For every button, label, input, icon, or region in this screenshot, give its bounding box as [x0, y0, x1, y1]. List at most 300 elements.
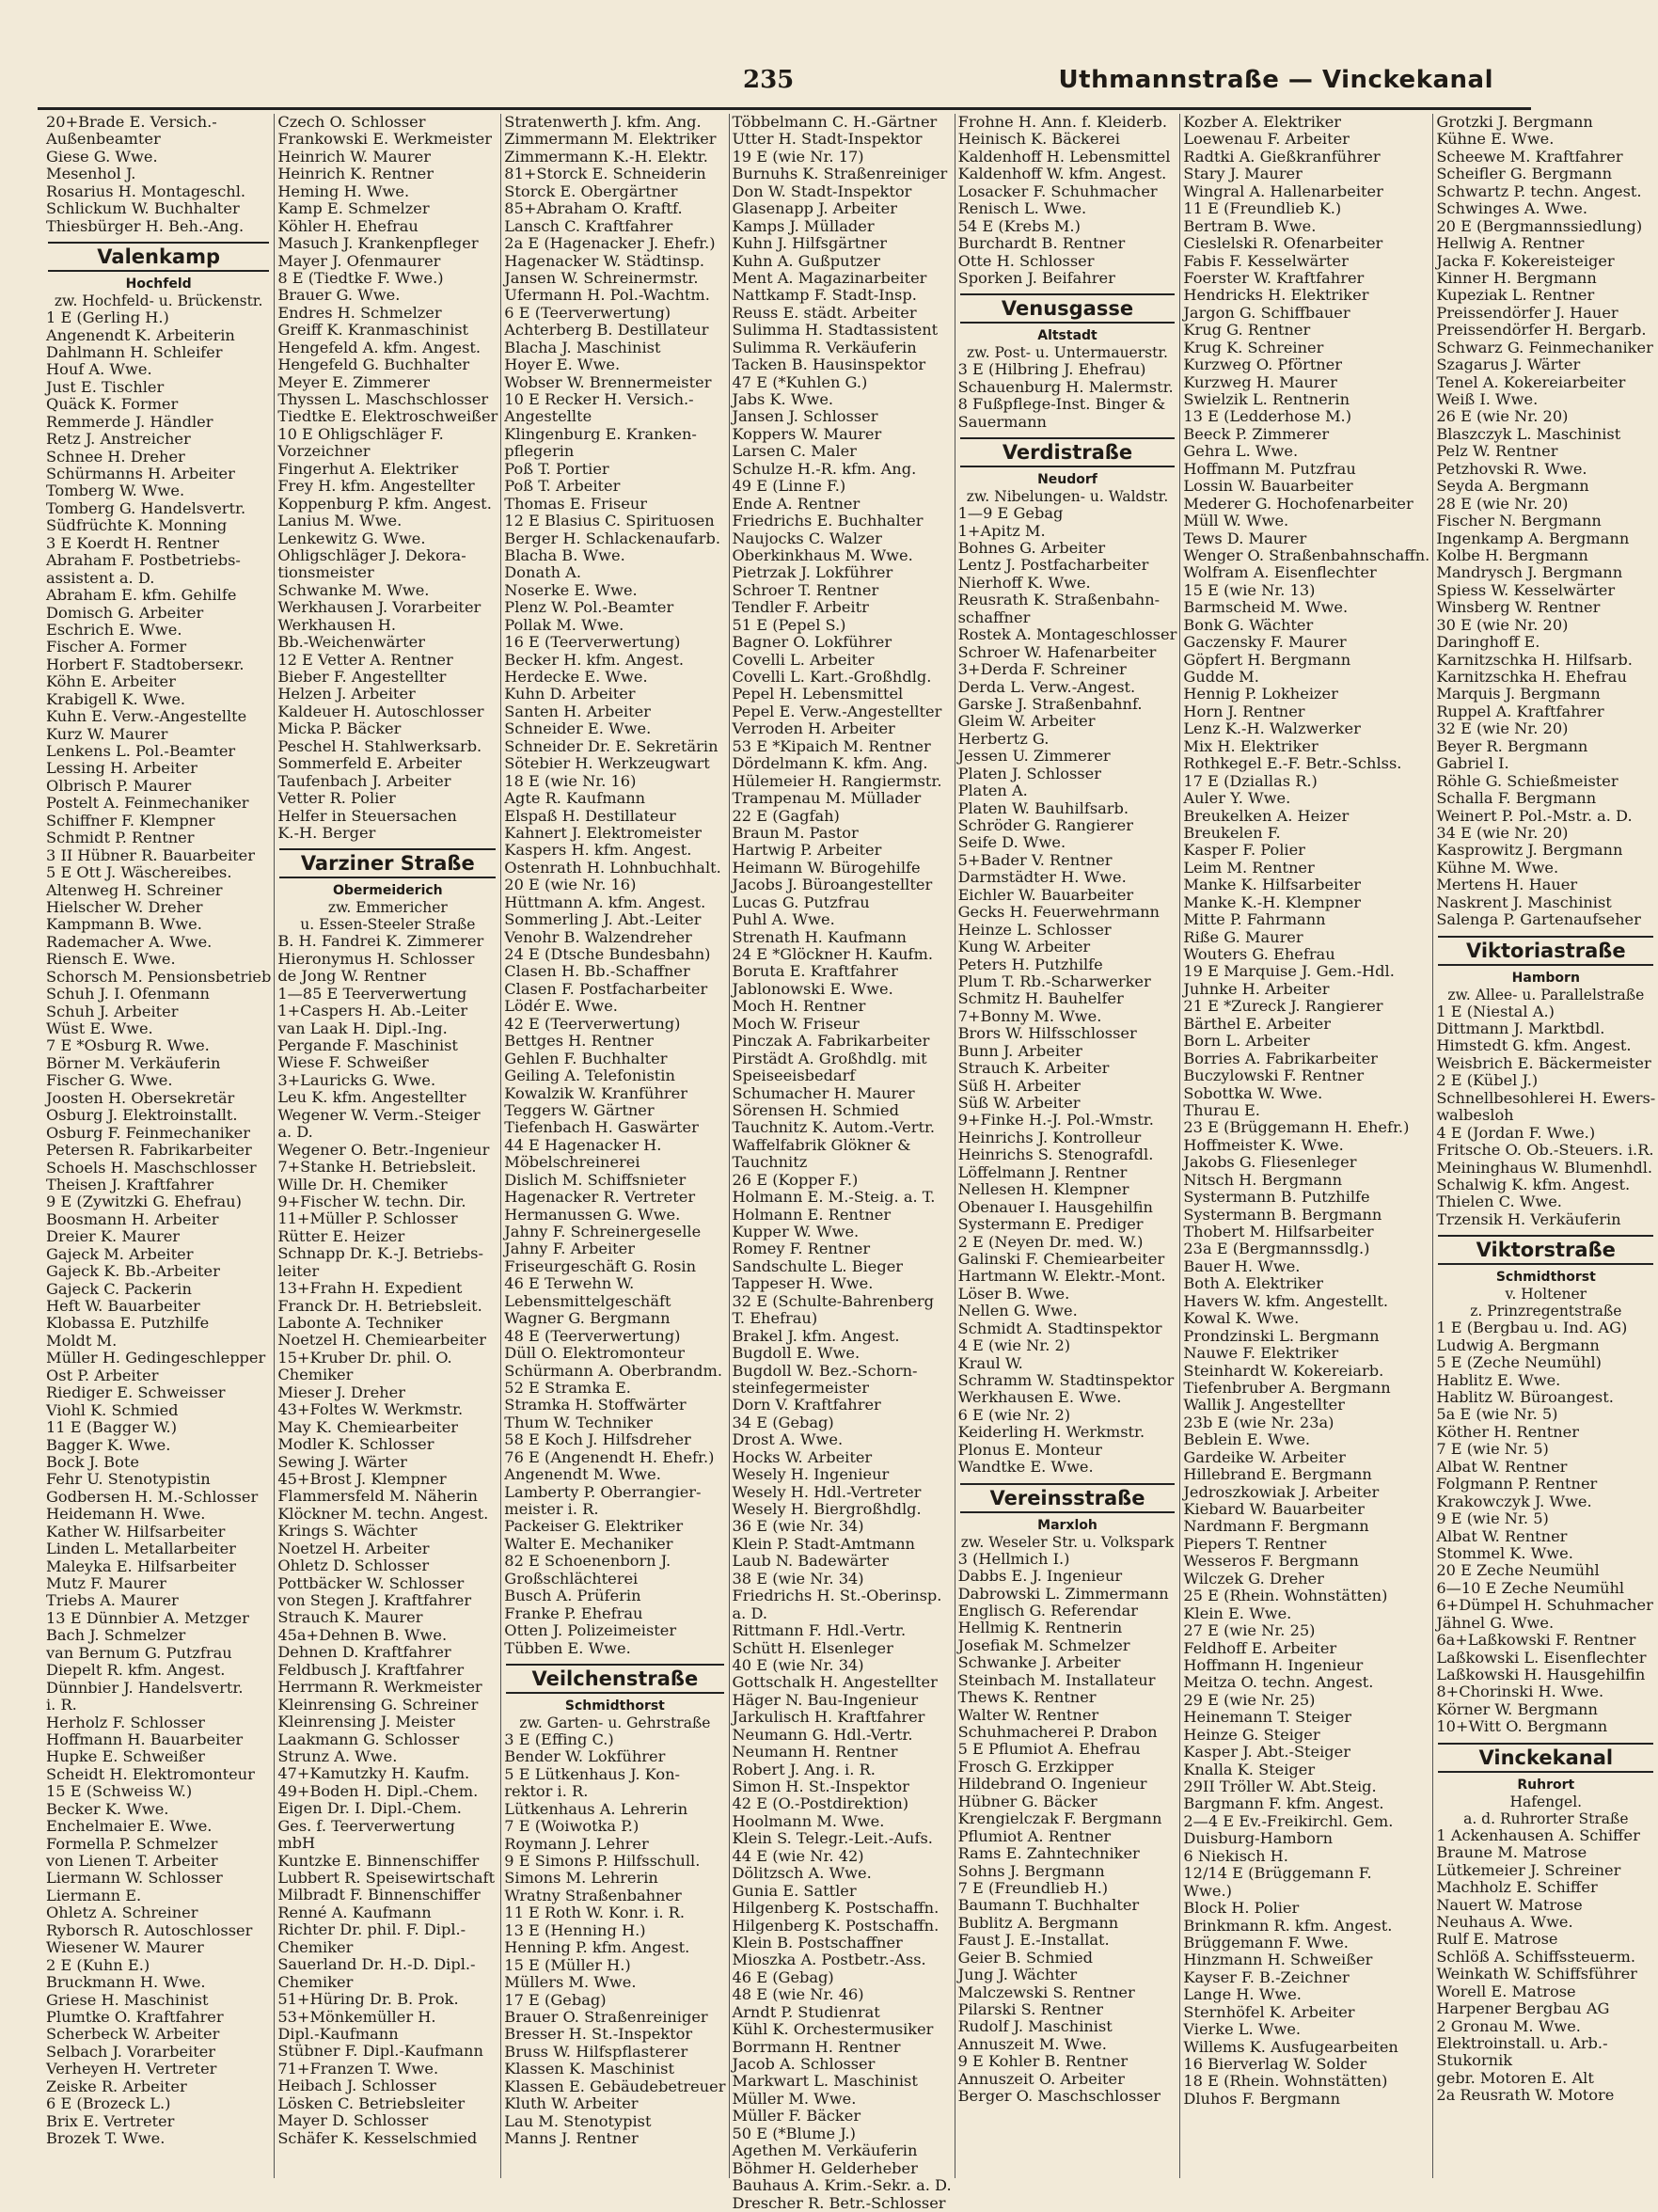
directory-entry: 9 E Kohler B. Rentner: [957, 2052, 1129, 2071]
directory-entry: Englisch G. Referendar: [957, 1601, 1138, 1620]
street-heading: Viktoriastraße: [1438, 936, 1653, 966]
directory-entry: Ges. f. Teerverwertung: [277, 1816, 455, 1835]
directory-entry: May K. Chemiearbeiter: [277, 1417, 459, 1436]
directory-entry: Tiefenbruber A. Bergmann: [1183, 1378, 1391, 1397]
directory-entry: Wesseros F. Bergmann: [1183, 1552, 1359, 1571]
directory-entry: Horbert F. Stadtoberseкr.: [46, 655, 245, 673]
directory-entry: Markwart L. Maschinist: [732, 2072, 918, 2091]
directory-entry: 27 E (wie Nr. 25): [1183, 1621, 1316, 1640]
directory-entry: Kuntzke E. Binnenschiffer: [277, 1851, 480, 1870]
directory-entry: Moch W. Friseur: [732, 1014, 860, 1033]
directory-entry: 15 E (Müller H.): [504, 1955, 631, 1974]
district-name: Hochfeld: [125, 276, 192, 292]
directory-entry: Müller H. Gedingeschlepper: [46, 1349, 266, 1367]
directory-entry: 13 E Dünnbier A. Metzger: [46, 1608, 249, 1627]
directory-entry: Schlöß A. Schiffssteuerm.: [1436, 1947, 1635, 1966]
directory-entry: Kaspers H. kfm. Angest.: [504, 841, 692, 860]
directory-entry: Barmscheid M. Wwe.: [1183, 598, 1349, 617]
directory-entry: Walter E. Mechaniker: [504, 1534, 673, 1553]
directory-entry: Noserke E. Wwe.: [504, 580, 638, 599]
directory-entry: 1 E (Bergbau u. Ind. AG): [1436, 1319, 1628, 1337]
directory-entry: tionsmeister: [277, 563, 374, 582]
directory-entry: Ment A. Magazinarbeiter: [732, 268, 927, 287]
directory-entry: Hoffmann H. Bauarbeiter: [46, 1730, 244, 1748]
directory-entry: Sötebier H. Werkzeugwart: [504, 754, 710, 773]
directory-entry: de Jong W. Rentner: [277, 967, 427, 986]
directory-entry: Retz J. Anstreicher: [46, 430, 191, 449]
directory-entry: Werkhausen J. Vorarbeiter: [277, 598, 482, 617]
directory-entry: Heinze L. Schlosser: [957, 920, 1112, 939]
directory-entry: Lösken C. Betriebsleiter: [277, 2094, 466, 2112]
directory-entry: Kurz W. Maurer: [46, 724, 168, 743]
directory-entry: 7+Stanke H. Betriebsleit.: [277, 1158, 477, 1177]
directory-entry: leiter: [277, 1261, 320, 1280]
directory-entry: Stary J. Maurer: [1183, 165, 1303, 183]
directory-entry: Jacob A. Schlosser: [732, 2055, 876, 2073]
directory-entry: 7 E (Freundlieb H.): [957, 1878, 1109, 1897]
directory-entry: Olbrisch P. Maurer: [46, 776, 192, 795]
directory-entry: Ufermann H. Pol.-Wachtm.: [504, 286, 710, 305]
directory-entry: Drescher R. Betr.-Schlosser: [732, 2193, 946, 2212]
directory-entry: Schürmanns H. Arbeiter: [46, 465, 235, 482]
directory-entry: Kuhn E. Verw.-Angestellte: [46, 707, 247, 726]
directory-entry: 3 E (Hilbring J. Ehefrau): [957, 360, 1146, 379]
directory-entry: 26 E (Kopper F.): [732, 1170, 859, 1189]
directory-entry: Breukelken A. Heizer: [1183, 806, 1350, 825]
directory-entry: Plum T. Rb.-Scharwerker: [957, 972, 1151, 990]
directory-entry: Thielen C. Wwe.: [1436, 1193, 1562, 1211]
directory-entry: 10 E Recker H. Versich.-: [504, 390, 694, 408]
directory-entry: Kolbe H. Bergmann: [1436, 545, 1588, 564]
directory-entry: Mitte P. Fahrmann: [1183, 910, 1326, 929]
directory-entry: 2 E (Neyen Dr. med. W.): [957, 1232, 1144, 1251]
directory-entry: Annuszeit M. Wwe.: [957, 2034, 1107, 2053]
directory-entry: Leu K. kfm. Angestellter: [277, 1088, 466, 1107]
directory-entry: Fischer G. Wwe.: [46, 1071, 173, 1090]
directory-entry: Lödér E. Wwe.: [504, 997, 618, 1016]
directory-entry: Thews K. Rentner: [957, 1688, 1097, 1707]
directory-entry: Nauert W. Matrose: [1436, 1895, 1583, 1914]
directory-entry: Fabis F. Kesselwärter: [1183, 251, 1349, 270]
directory-entry: 3+Lauricks G. Wwe.: [277, 1070, 436, 1089]
directory-entry: Riße G. Maurer: [1183, 927, 1303, 946]
directory-entry: Vierke L. Wwe.: [1183, 2020, 1302, 2039]
directory-entry: Steinbach M. Installateur: [957, 1670, 1156, 1689]
directory-entry: Frankowski E. Werkmeister: [277, 130, 492, 149]
directory-entry: Quäck K. Former: [46, 395, 179, 414]
directory-entry: Angenendt M. Wwe.: [504, 1465, 661, 1484]
directory-entry: 18 E (wie Nr. 16): [504, 771, 637, 790]
directory-entry: Tomberg W. Wwe.: [46, 482, 185, 500]
directory-entry: 1 Ackenhausen A. Schiffer: [1436, 1825, 1640, 1844]
directory-entry: Tendler F. Arbeitr: [732, 598, 869, 617]
directory-entry: Többelmann C. H.-Gärtner: [732, 113, 938, 131]
directory-entry: Gleim W. Arbeiter: [957, 712, 1096, 731]
directory-entry: Rostek A. Montageschlosser: [957, 625, 1177, 644]
directory-entry: Holmann E. Rentner: [732, 1205, 892, 1224]
directory-entry: Sporken J. Beifahrer: [957, 268, 1115, 287]
directory-entry: Nellesen H. Klempner: [957, 1180, 1129, 1199]
directory-entry: Heinisch K. Bäckerei: [957, 130, 1120, 149]
directory-entry: Bargmann F. kfm. Angest.: [1183, 1794, 1384, 1813]
directory-entry: Born L. Arbeiter: [1183, 1032, 1310, 1051]
directory-entry: Thum W. Techniker: [504, 1413, 653, 1431]
directory-entry: Zeiske R. Arbeiter: [46, 2077, 187, 2095]
directory-entry: Franck Dr. H. Betriebsleit.: [277, 1296, 482, 1315]
directory-entry: 2 Gronau M. Wwe.: [1436, 2016, 1581, 2035]
directory-entry: Bugdoll W. Bez.-Schorn-: [732, 1361, 918, 1380]
directory-entry: Friseurgeschäft G. Rosin: [504, 1256, 697, 1275]
directory-entry: 12 E Vetter A. Rentner: [277, 650, 453, 669]
directory-entry: Duisburg-Hamborn: [1183, 1829, 1334, 1848]
directory-entry: Blacha J. Maschinist: [504, 338, 661, 356]
directory-entry: Larsen C. Maler: [732, 442, 857, 461]
directory-entry: Grotzki J. Bergmann: [1436, 113, 1593, 131]
directory-entry: Krengielczak F. Bergmann: [957, 1809, 1162, 1828]
directory-entry: Albat W. Rentner: [1436, 1457, 1568, 1476]
directory-entry: Sulimma R. Verkäuferin: [732, 338, 917, 356]
directory-entry: Bb.-Weichenwärter: [277, 633, 425, 652]
directory-entry: Pollak M. Wwe.: [504, 615, 624, 634]
directory-entry: Schütt H. Elsenleger: [732, 1638, 893, 1657]
directory-entry: Worell E. Matrose: [1436, 1982, 1576, 2000]
directory-entry: Gehra L. Wwe.: [1183, 442, 1299, 461]
column-5: [955, 114, 1180, 2178]
directory-entry: Heibach J. Schlosser: [277, 2077, 436, 2095]
directory-entry: 23b E (wie Nr. 23a): [1183, 1413, 1334, 1431]
directory-entry: Sohns J. Bergmann: [957, 1861, 1105, 1880]
directory-entry: Werkhausen E. Wwe.: [957, 1388, 1122, 1407]
directory-entry: Packeiser G. Elektriker: [504, 1517, 684, 1536]
directory-entry: 82 E Schoenenborn J.: [504, 1552, 671, 1571]
directory-entry: Krug G. Rentner: [1183, 321, 1311, 340]
directory-entry: 47+Kamutzky H. Kaufm.: [277, 1764, 470, 1783]
directory-entry: 12/14 E (Brüggemann F.: [1183, 1864, 1372, 1883]
directory-entry: Remmerde J. Händler: [46, 412, 213, 431]
directory-entry: Hartmann W. Elektr.-Mont.: [957, 1267, 1166, 1286]
directory-entry: Strauch K. Arbeiter: [957, 1059, 1110, 1078]
directory-entry: Wesely H. Biergroßhdlg.: [732, 1500, 922, 1518]
directory-entry: Marquis J. Bergmann: [1436, 685, 1601, 703]
directory-entry: Kraul W.: [957, 1353, 1023, 1372]
directory-entry: Giese G. Wwe.: [46, 147, 158, 166]
directory-entry: Schuh J. Arbeiter: [46, 1002, 179, 1020]
directory-entry: Thobert M. Hilfsarbeiter: [1183, 1223, 1374, 1240]
directory-entry: Lau M. Stenotypist: [504, 2111, 652, 2130]
directory-entry: Schiffner F. Klempner: [46, 811, 215, 830]
directory-entry: Müllers M. Wwe.: [504, 1973, 637, 1992]
street-location: a. d. Ruhrorter Straße: [1463, 1809, 1629, 1827]
directory-entry: 25 E (Rhein. Wohnstätten): [1183, 1587, 1388, 1605]
directory-entry: Milbradt F. Binnenschiffer: [277, 1886, 481, 1904]
directory-entry: Gaczensky F. Maurer: [1183, 633, 1347, 652]
directory-entry: Donath A.: [504, 563, 582, 582]
directory-entry: Agethen M. Verkäuferin: [732, 2141, 918, 2160]
directory-entry: Sandschulte L. Bieger: [732, 1256, 904, 1275]
directory-entry: Utter H. Stadt-Inspektor: [732, 130, 923, 149]
directory-entry: a. D.: [277, 1123, 313, 1142]
directory-entry: 58 E Koch J. Hilfsdreher: [504, 1430, 691, 1449]
directory-entry: Annuszeit O. Arbeiter: [957, 2069, 1125, 2088]
directory-entry: Hennig P. Lokheizer: [1183, 685, 1338, 703]
directory-entry: Jedroszkowiak J. Arbeiter: [1183, 1482, 1380, 1501]
directory-entry: 51 E (Pepel S.): [732, 615, 846, 634]
directory-entry: 8 Fußpflege-Inst. Binger &: [957, 395, 1166, 414]
directory-entry: Abraham F. Postbetriebs-: [46, 551, 241, 570]
directory-entry: 44 E (wie Nr. 42): [732, 1846, 864, 1865]
directory-entry: Gudde M.: [1183, 668, 1259, 686]
directory-entry: Meininghaus W. Blumenhdl.: [1436, 1158, 1653, 1177]
directory-entry: Radtki A. Gießkranführer: [1183, 147, 1381, 166]
directory-entry: Busch A. Prüferin: [504, 1587, 641, 1605]
directory-entry: Kamps J. Müllader: [732, 216, 875, 235]
directory-entry: Göpfert H. Bergmann: [1183, 650, 1351, 669]
directory-entry: Pepel E. Verw.-Angestellter: [732, 702, 942, 720]
directory-entry: 38 E (wie Nr. 34): [732, 1569, 864, 1588]
directory-entry: Kowal K. Wwe.: [1183, 1309, 1300, 1328]
directory-entry: Jablonowski E. Wwe.: [732, 979, 893, 998]
directory-entry: Rudolf J. Maschinist: [957, 2017, 1113, 2036]
directory-entry: Tiedtke E. Elektroschweißer: [277, 407, 498, 426]
directory-entry: Bagner O. Lokführer: [732, 633, 892, 652]
street-location: z. Prinzregentstraße: [1470, 1303, 1622, 1320]
directory-entry: Joosten H. Obersekretär: [46, 1088, 235, 1107]
header-rule: [38, 107, 1531, 110]
directory-entry: Süß H. Arbeiter: [957, 1076, 1081, 1095]
directory-entry: 1—85 E Teerverwertung: [277, 984, 467, 1003]
directory-entry: Jarkulisch H. Kraftfahrer: [732, 1708, 925, 1727]
directory-entry: Hübner G. Bäcker: [957, 1792, 1097, 1810]
directory-entry: Werkhausen H.: [277, 615, 396, 634]
directory-entry: Piepers T. Rentner: [1183, 1534, 1327, 1553]
directory-entry: Stukornik: [1436, 2051, 1513, 2070]
directory-entry: Kasper J. Abt.-Steiger: [1183, 1743, 1350, 1762]
directory-entry: Hendricks H. Elektriker: [1183, 286, 1369, 305]
directory-entry: Klassen K. Maschinist: [504, 2060, 674, 2078]
directory-entry: Lebensmittelgeschäft: [504, 1291, 671, 1310]
directory-entry: Mederer G. Hochofenarbeiter: [1183, 494, 1413, 513]
directory-entry: Santen H. Arbeiter: [504, 702, 651, 720]
directory-entry: Moldt M.: [46, 1331, 118, 1350]
directory-entry: Löffelmann J. Rentner: [957, 1162, 1128, 1181]
directory-entry: Sobottka W. Wwe.: [1183, 1083, 1323, 1102]
directory-entry: Jacka F. Kokereisteiger: [1436, 251, 1615, 270]
directory-entry: Koppers W. Maurer: [732, 424, 882, 443]
directory-entry: Diepelt R. kfm. Angest.: [46, 1661, 226, 1680]
directory-entry: Schnapp Dr. K.-J. Betriebs-: [277, 1244, 483, 1263]
directory-entry: Jargon G. Schiffbauer: [1183, 303, 1350, 322]
directory-entry: Schauenburg H. Malermstr.: [957, 377, 1174, 396]
directory-entry: Tübben E. Wwe.: [504, 1638, 631, 1657]
directory-entry: Foerster W. Kraftfahrer: [1183, 268, 1365, 287]
directory-entry: Schnee H. Dreher: [46, 447, 185, 466]
directory-entry: Poß T. Portier: [504, 459, 609, 478]
directory-entry: Glasenapp J. Arbeiter: [732, 199, 897, 218]
directory-entry: Schneider Dr. E. Sekretärin: [504, 736, 718, 755]
directory-entry: 7+Bonny M. Wwe.: [957, 1006, 1102, 1025]
directory-entry: Krug K. Schreiner: [1183, 338, 1324, 356]
directory-entry: Lenkewitz G. Wwe.: [277, 529, 426, 547]
directory-entry: Bärthel E. Arbeiter: [1183, 1014, 1331, 1033]
directory-entry: Wobser W. Brennermeister: [504, 372, 712, 391]
column-4: [729, 113, 955, 2212]
directory-entry: 20 E Zeche Neumühl: [1436, 1561, 1600, 1580]
directory-entry: Masuch J. Krankenpfleger: [277, 234, 479, 253]
directory-entry: 6 Niekisch H.: [1183, 1846, 1288, 1865]
street-location: zw. Emmericher: [327, 899, 448, 917]
directory-entry: 53+Mönkemüller H.: [277, 2007, 436, 2026]
directory-entry: Sommerling J. Abt.-Leiter: [504, 910, 702, 929]
directory-entry: 7 E *Osburg R. Wwe.: [46, 1036, 210, 1055]
directory-entry: Eigen Dr. I. Dipl.-Chem.: [277, 1799, 462, 1818]
directory-entry: Schürmann A. Oberbrandm.: [504, 1361, 723, 1380]
directory-entry: Dislich M. Schiffsnieter: [504, 1170, 687, 1189]
directory-entry: 6 E (Brozeck L.): [46, 2094, 171, 2113]
directory-entry: Jahny F. Schreinergeselle: [504, 1223, 702, 1240]
directory-entry: Labonte A. Techniker: [277, 1314, 443, 1332]
directory-entry: Jakobs G. Fliesenleger: [1183, 1153, 1357, 1172]
directory-entry: Jung J. Wächter: [957, 1966, 1078, 1984]
directory-entry: 2 E (Kuhn E.): [46, 1955, 150, 1974]
directory-entry: Heinze G. Steiger: [1183, 1725, 1320, 1744]
directory-entry: 13 E (Ledderhose M.): [1183, 407, 1352, 426]
directory-entry: 28 E (wie Nr. 20): [1436, 494, 1569, 513]
directory-entry: T. Ehefrau): [732, 1309, 818, 1328]
directory-entry: Reuss E. städt. Arbeiter: [732, 303, 917, 322]
directory-entry: 12 E Blasius C. Spirituosen: [504, 512, 715, 530]
directory-entry: Laub N. Badewärter: [732, 1552, 889, 1571]
directory-entry: Poß T. Arbeiter: [504, 477, 621, 496]
directory-entry: Stramka H. Stoffwärter: [504, 1396, 687, 1414]
directory-entry: Mandrysch J. Bergmann: [1436, 563, 1623, 582]
directory-entry: Kleinrensing G. Schreiner: [277, 1695, 479, 1714]
directory-entry: Wegener O. Betr.-Ingenieur: [277, 1140, 490, 1159]
directory-entry: Speiseeisbedarf: [732, 1066, 856, 1085]
directory-entry: Thurau E.: [1183, 1100, 1260, 1119]
directory-entry: 26 E (wie Nr. 20): [1436, 407, 1569, 426]
directory-entry: Pottbäcker W. Schlosser: [277, 1573, 465, 1592]
directory-entry: Keiderling H. Werkmstr.: [957, 1423, 1145, 1442]
directory-entry: Borries A. Fabrikarbeiter: [1183, 1049, 1378, 1067]
column-3: [500, 114, 728, 2178]
directory-entry: Mix H. Elektriker: [1183, 736, 1319, 755]
directory-entry: Machholz E. Schiffer: [1436, 1878, 1598, 1897]
directory-entry: Rademacher A. Wwe.: [46, 932, 213, 951]
directory-entry: Nitsch H. Bergmann: [1183, 1170, 1343, 1189]
directory-entry: 13 E (Henning H.): [504, 1920, 646, 1939]
district-name: Schmidthorst: [564, 1698, 665, 1714]
directory-entry: Knalla K. Steiger: [1183, 1760, 1316, 1778]
street-location: Hafengel.: [1509, 1793, 1583, 1810]
directory-entry: van Laak H. Dipl.-Ing.: [277, 1019, 448, 1037]
directory-entry: Platen A.: [957, 782, 1028, 800]
street-heading: Viktorstraße: [1438, 1235, 1653, 1265]
directory-entry: Wandtke E. Wwe.: [957, 1458, 1094, 1477]
directory-entry: Gecks H. Feuerwehrmann: [957, 903, 1160, 922]
directory-entry: pflegerin: [504, 442, 575, 461]
directory-entry: Pirstädt A. Großhdlg. mit: [732, 1049, 927, 1067]
directory-entry: Neumann H. Rentner: [732, 1743, 898, 1762]
directory-entry: Plenz W. Pol.-Beamter: [504, 598, 674, 617]
directory-entry: Winsberg W. Rentner: [1436, 598, 1601, 617]
directory-entry: Postelt A. Feinmechaniker: [46, 794, 249, 813]
directory-entry: 7 E (Woiwotka P.): [504, 1817, 640, 1836]
directory-entry: 8 E (Tiedtke F. Wwe.): [277, 268, 444, 287]
directory-entry: Pergande F. Maschinist: [277, 1036, 458, 1054]
street-heading: Verdistraße: [960, 437, 1176, 467]
directory-entry: Tauchnitz K. Autom.-Vertr.: [732, 1118, 936, 1137]
directory-entry: Ende A. Rentner: [732, 494, 861, 513]
directory-entry: Willems K. Ausfugearbeiten: [1183, 2037, 1398, 2056]
directory-entry: Franke P. Ehefrau: [504, 1604, 643, 1622]
directory-entry: Thyssen L. Maschschlosser: [277, 390, 489, 408]
directory-entry: Schuhmacherei P. Drabon: [957, 1723, 1158, 1741]
directory-entry: Krakowczyk J. Wwe.: [1436, 1492, 1592, 1510]
directory-entry: Jansen W. Schreinermstr.: [504, 268, 699, 287]
directory-entry: Kampmann B. Wwe.: [46, 915, 202, 934]
directory-entry: 6+Dümpel H. Schuhmacher: [1436, 1596, 1653, 1615]
directory-entry: 76 E (Angenendt H. Ehefr.): [504, 1447, 715, 1466]
directory-entry: Folgmann P. Rentner: [1436, 1475, 1598, 1493]
directory-entry: Agte R. Kaufmann: [504, 789, 646, 808]
directory-entry: Angestellte: [504, 407, 592, 426]
directory-entry: Laßkowski H. Hausgehilfin: [1436, 1666, 1646, 1683]
directory-entry: Puhl A. Wwe.: [732, 910, 835, 929]
directory-entry: Klein P. Stadt-Amtmann: [732, 1534, 915, 1553]
directory-entry: Neuhaus A. Wwe.: [1436, 1912, 1573, 1931]
directory-entry: Wiese F. Schweißer: [277, 1053, 429, 1072]
running-head-title: Uthmannstraße — Vinckekanal: [1058, 66, 1493, 94]
directory-entry: Hoffmann H. Ingenieur: [1183, 1655, 1364, 1674]
directory-entry: Schmidt A. Stadtinspektor: [957, 1319, 1162, 1337]
directory-entry: Swielzik L. Rentnerin: [1183, 390, 1350, 408]
directory-entry: Becker K. Wwe.: [46, 1799, 169, 1818]
directory-entry: Rothkegel E.-F. Betr.-Schlss.: [1183, 754, 1402, 773]
directory-entry: Schäfer K. Kesselschmied: [277, 2128, 478, 2147]
directory-entry: Bettges H. Rentner: [504, 1032, 655, 1051]
directory-entry: Hupke E. Schweißer: [46, 1747, 205, 1766]
directory-entry: Boosmann H. Arbeiter: [46, 1209, 219, 1228]
directory-entry: Enchelmaier E. Wwe.: [46, 1817, 213, 1836]
directory-entry: Dahlmann H. Schleifer: [46, 342, 223, 361]
directory-entry: Sulimma H. Stadtassistent: [732, 321, 939, 340]
directory-entry: Herholz F. Schlosser: [46, 1713, 205, 1731]
column-7: [1432, 114, 1658, 2178]
directory-entry: Frey H. kfm. Angestellter: [277, 477, 475, 496]
directory-entry: 34 E (Gebag): [732, 1413, 834, 1431]
directory-entry: Flammersfeld M. Näherin: [277, 1487, 478, 1506]
directory-entry: Kleinrensing J. Meister: [277, 1713, 455, 1731]
directory-entry: Gajeck M. Arbeiter: [46, 1244, 194, 1263]
directory-entry: Loewenau F. Arbeiter: [1183, 130, 1350, 149]
directory-entry: Neumann G. Hdl.-Vertr.: [732, 1725, 913, 1744]
directory-entry: Brauer O. Straßenreiniger: [504, 2007, 708, 2026]
directory-entry: 45a+Dehnen B. Wwe.: [277, 1625, 448, 1644]
street-location: zw. Nibelungen- u. Waldstr.: [966, 488, 1169, 506]
directory-entry: Micka P. Bäcker: [277, 719, 402, 738]
directory-entry: Auler Y. Wwe.: [1183, 789, 1291, 808]
directory-entry: Heinrichs S. Stenografdl.: [957, 1146, 1154, 1164]
directory-entry: Klöckner M. techn. Angest.: [277, 1504, 489, 1523]
directory-entry: Kurzweg O. Pförtner: [1183, 356, 1342, 374]
directory-entry: Holmann E. M.-Steig. a. T.: [732, 1188, 936, 1207]
directory-entry: 42 E (Teerverwertung): [504, 1014, 681, 1033]
directory-entry: i. R.: [46, 1696, 77, 1714]
directory-entry: Hoolmann M. Wwe.: [732, 1811, 885, 1830]
directory-entry: Beblein E. Wwe.: [1183, 1430, 1311, 1449]
directory-entry: Brauer G. Wwe.: [277, 286, 401, 305]
directory-entry: Häger N. Bau-Ingenieur: [732, 1690, 919, 1709]
